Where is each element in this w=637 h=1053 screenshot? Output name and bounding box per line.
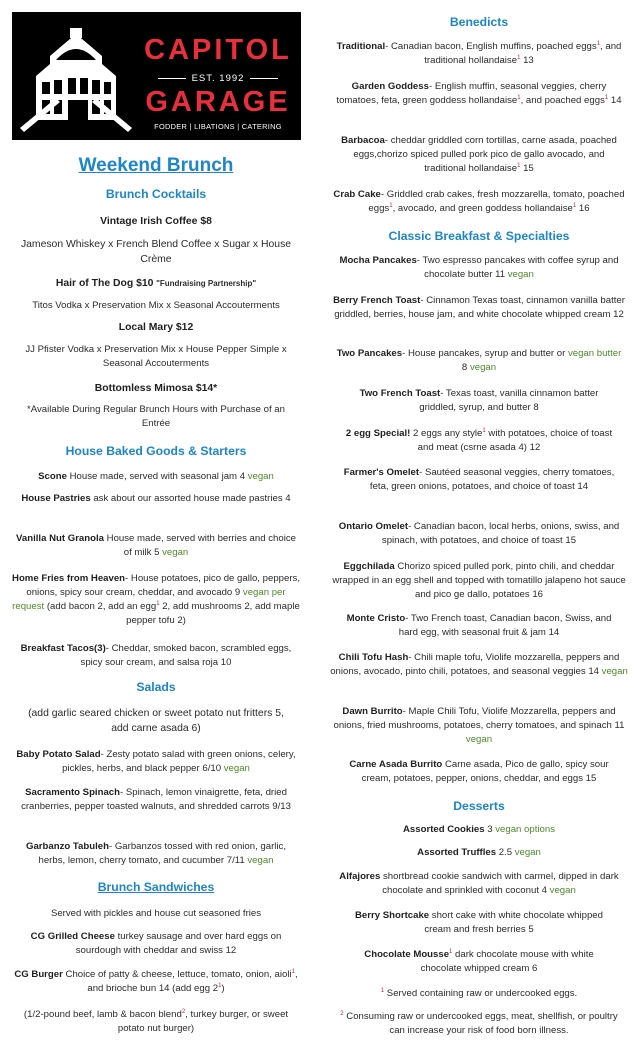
item-desc: House made, served with seasonal jam 4 — [66, 471, 248, 482]
item-desc: , and poached eggs — [520, 94, 605, 106]
item-desc: 16 — [576, 202, 590, 214]
footnote-marker: 2 — [181, 1008, 186, 1015]
item-desc-tail: with potatoes, choice of toast and meat (csrne asada 4) 12 — [417, 428, 613, 453]
menu-item — [10, 786, 302, 814]
item-desc: - Canadian bacon, local herbs, onions, swiss, and spinach, with potatoes, and choice of toast 15 — [381, 521, 620, 546]
menu-item — [330, 188, 628, 216]
item-name: Farmer's Omelet — [343, 467, 420, 478]
item-name: CG Burger — [14, 969, 63, 980]
menu-item — [330, 846, 628, 860]
footnote-marker: 1 — [596, 40, 601, 47]
sandwiches-footer-block — [10, 1008, 302, 1036]
cocktail-desc-block — [10, 237, 302, 267]
menu-item — [330, 40, 628, 68]
footnote-1 — [330, 987, 628, 1001]
item-desc-tail: 8 — [461, 361, 470, 373]
item-name: Chocolate Mousse — [364, 949, 450, 960]
item-name: Assorted Truffles — [417, 847, 497, 858]
classic-section — [330, 228, 628, 246]
item-desc: - House pancakes, syrup and butter or — [402, 348, 568, 359]
item-name: Dawn Burrito — [342, 706, 403, 717]
menu-item — [330, 387, 628, 415]
cocktail-note: "Fundraising Partnership" — [156, 279, 257, 288]
item-name: Garden Goddess — [351, 81, 429, 92]
vegan-label: vegan butter — [567, 348, 622, 359]
menu-item — [330, 870, 628, 898]
item-desc: 13 — [520, 54, 534, 66]
item-desc: - Maple Chili Tofu, Violife Mozzarella, peppers and onions, fried mushrooms, potatoes, cherry tomatoes, and spinach 11 — [333, 706, 625, 731]
footnote-2 — [330, 1010, 628, 1038]
item-desc: 14 — [608, 94, 622, 106]
salads-section — [10, 679, 302, 697]
item-name: Home Fries from Heaven — [12, 573, 126, 584]
vegan-label: vegan — [469, 361, 497, 373]
footnote-text: Consuming raw or undercooked eggs, meat, shellfish, or poultry can increase your risk of food born illness. — [343, 1011, 618, 1036]
vegan-label: vegan — [223, 762, 250, 774]
section-heading-salads: Salads — [136, 680, 176, 694]
item-name: Garbanzo Tabuleh — [25, 841, 109, 852]
footnote-marker: 1 — [218, 982, 222, 989]
cocktail-name: Vintage Irish Coffee $8 — [100, 216, 212, 227]
item-desc: - English muffin, seasonal veggies, cherry tomatoes, feta, green goddess hollandaise — [336, 81, 607, 106]
cocktail-desc: Jameson Whiskey x French Blend Coffee x Sugar x House Crème — [20, 239, 292, 266]
item-desc: shortbread cookie sandwich with carmel, dipped in dark chocolate and sprinkled with coconut 4 — [380, 871, 619, 896]
menu-item — [330, 948, 628, 976]
item-desc: House made, served with berries and choice of milk 5 — [103, 533, 296, 558]
item-desc: - House potatoes, pico de gallo, peppers, onions, spicy sour cream, cheddar, and avocado 9 — [26, 573, 300, 598]
item-name: Barbacoa — [341, 135, 385, 146]
section-heading-desserts: Desserts — [453, 799, 505, 813]
cocktail-desc: Titos Vodka x Preservation Mix x Seasonal Accouterments — [32, 300, 280, 311]
logo-tagline: FODDER | LIBATIONS | CATERING — [154, 122, 282, 131]
section-heading-classic: Classic Breakfast & Specialties — [388, 229, 570, 243]
cocktail-desc-block — [10, 299, 302, 313]
item-name: Berry French Toast — [333, 295, 421, 306]
footnote-marker: 1 — [517, 162, 521, 169]
item-desc: Chorizo spiced pulled pork, pinto chili, and cheddar wrapped in an egg shell and topped with tomatillo jalapeno hot sauce and pico ge dallo, potatoes 16 — [332, 561, 626, 600]
item-desc: - Garbanzos tossed with red onion, garlic, herbs, lemon, cherry tomato, and cucumber 7/11 — [38, 841, 287, 866]
item-desc: , avocado, and green goddess hollandaise — [392, 202, 573, 214]
menu-item — [330, 758, 628, 786]
menu-item — [330, 560, 628, 602]
item-name: Traditional — [336, 41, 386, 52]
item-desc: turkey sausage and over hard eggs on sourdough with cheddar and swiss 12 — [75, 931, 282, 956]
cocktail-item — [10, 381, 302, 396]
menu-item — [330, 651, 628, 679]
item-name: Two French Toast — [359, 388, 441, 399]
vegan-label: vegan — [162, 546, 189, 558]
item-name: Berry Shortcake — [355, 910, 430, 921]
footnote-marker: 1 — [449, 948, 453, 955]
footnote-marker: 1 — [156, 600, 160, 607]
vegan-label: vegan — [247, 471, 274, 482]
item-desc: - Zesty potato salad with green onions, celery, pickles, herbs, and black pepper 6/10 — [62, 749, 296, 774]
item-desc: Choice of patty & cheese, lettuce, tomato, onion, aioli — [62, 969, 292, 980]
sandwiches-intro-block — [10, 907, 302, 921]
menu-item — [10, 840, 302, 868]
item-name: Breakfast Tacos(3) — [20, 643, 106, 654]
item-desc: - cheddar griddled corn tortillas, carne asada, poached eggs,chorizo spiced pulled pork pico de gallo avocado, and traditional hollandaise — [353, 135, 617, 174]
sandwiches-intro: Served with pickles and house cut seasoned fries — [50, 908, 262, 919]
item-desc: - Two espresso pancakes with coffee syrup and chocolate butter 11 — [416, 255, 619, 280]
menu-item — [10, 532, 302, 560]
sandwiches-section — [10, 879, 302, 897]
cocktails-section — [10, 186, 302, 204]
section-heading-benedicts: Benedicts — [449, 15, 509, 29]
section-heading-starters: House Baked Goods & Starters — [65, 444, 247, 458]
cocktail-desc: JJ Pfister Vodka x Preservation Mix x House Pepper Simple x Seasonal Accouterments — [25, 344, 287, 369]
item-name: 2 egg Special! — [345, 428, 411, 439]
item-desc: 3 — [484, 824, 496, 835]
vegan-label: vegan per request — [12, 586, 286, 612]
cocktail-name: Bottomless Mimosa $14* — [94, 383, 218, 394]
menu-item — [330, 520, 628, 548]
vegan-label: vegan — [247, 854, 274, 866]
footnote-marker: 1 — [517, 54, 521, 61]
menu-item — [10, 572, 302, 628]
vegan-label: vegan — [514, 847, 541, 858]
sandwiches-footer: , turkey burger, or sweet potato nut burger) — [117, 1009, 289, 1034]
menu-item — [330, 705, 628, 747]
item-desc: 15 — [520, 162, 534, 174]
salads-intro: (add garlic seared chicken or sweet potato nut fritters 5, add carne asada 6) — [28, 708, 284, 735]
cocktail-name: Hair of The Dog $10 — [55, 278, 154, 289]
menu-item — [330, 427, 628, 455]
cocktail-desc: *Available During Regular Brunch Hours with Purchase of an Entrée — [27, 404, 285, 429]
section-heading-cocktails: Brunch Cocktails — [105, 187, 207, 201]
footnote-marker: 1 — [517, 94, 521, 101]
vegan-label: vegan — [507, 268, 534, 280]
item-name: Mocha Pancakes — [339, 255, 417, 266]
item-name: Ontario Omelet — [338, 521, 409, 532]
cocktail-desc-block — [10, 343, 302, 371]
benedicts-section — [330, 14, 628, 32]
item-desc: Carne asada, Pico de gallo, spicy sour cream, potatoes, pepper, onions, cheddar, and eggs 15 — [361, 759, 609, 784]
menu-item — [330, 466, 628, 494]
cocktail-item — [10, 320, 302, 335]
building-illustration-icon — [16, 16, 136, 136]
footnote-marker: 1 — [604, 94, 609, 101]
item-desc: 2 eggs any style — [410, 428, 483, 439]
footnote-marker: 1 — [482, 427, 486, 434]
item-desc: ask about our assorted house made pastries 4 — [90, 493, 291, 504]
page-title: Weekend Brunch — [78, 155, 234, 176]
item-desc: - Cinnamon Texas toast, cinnamon vanilla batter griddled, berries, house jam, and white chocolate whipped cream 12 — [334, 295, 625, 320]
item-desc: - Cheddar, smoked bacon, scrambled eggs, spicy sour cream, and salsa roja 10 — [80, 643, 292, 668]
item-desc: - Sautéed seasonal veggies, cherry tomatoes, feta, green onions, potatoes, and choice of toast 14 — [369, 467, 615, 492]
item-desc-tail: (add bacon 2, add an egg — [44, 600, 157, 612]
item-desc: - Spinach, lemon vinaigrette, feta, dried cranberries, pepper toasted walnuts, and shredded carrots 9/13 — [21, 787, 291, 812]
item-desc: - Griddled crab cakes, fresh mozzarella, tomato, poached eggs — [368, 189, 625, 214]
vegan-label: vegan — [601, 665, 628, 677]
item-desc-tail: ) — [221, 982, 225, 994]
footnote-marker: 1 — [380, 987, 385, 994]
footnote-text: Served containing raw or undercooked eggs. — [384, 988, 578, 999]
item-name: Assorted Cookies — [403, 824, 485, 835]
item-desc: short cake with white chocolate whipped cream and fresh berries 5 — [424, 910, 603, 935]
item-name: Monte Cristo — [346, 613, 406, 624]
menu-item — [10, 492, 302, 506]
cocktail-item — [10, 214, 302, 229]
item-desc: - Chili maple tofu, Violife mozzarella, peppers and onions, avocado, pinto chili, potatoes, and seasonal veggies 14 — [330, 652, 620, 677]
cocktail-desc-block — [10, 403, 302, 431]
item-name: Crab Cake — [333, 189, 381, 200]
menu-item — [10, 470, 302, 484]
footnote-marker: 1 — [389, 202, 393, 209]
item-name: Two Pancakes — [336, 348, 403, 359]
menu-item — [330, 80, 628, 108]
item-desc-tail: 2, add mushrooms 2, add maple pepper tofu 2) — [126, 600, 300, 626]
menu-item — [330, 909, 628, 937]
desserts-section — [330, 798, 628, 816]
cocktail-item — [10, 276, 302, 291]
item-name: Baby Potato Salad — [16, 749, 101, 760]
item-name: CG Grilled Cheese — [30, 931, 115, 942]
item-desc: , and traditional hollandaise — [424, 41, 622, 66]
item-name: House Pastries — [21, 493, 91, 504]
footnote-marker: 2 — [340, 1010, 344, 1017]
capitol-garage-logo — [12, 12, 301, 140]
item-name: Vanilla Nut Granola — [16, 533, 104, 544]
logo-established: EST. 1992 — [138, 72, 298, 86]
item-desc: - Two French toast, Canadian bacon, Swiss, and hard egg, with seasonal fruit & jam 14 — [398, 613, 612, 638]
item-desc: dark chocolate mouse with white chocolate whipped cream 6 — [420, 949, 594, 974]
item-name: Carne Asada Burrito — [349, 759, 443, 770]
item-name: Sacramento Spinach — [25, 787, 120, 798]
item-name: Scone — [38, 471, 67, 482]
vegan-label: vegan options — [495, 824, 555, 835]
menu-item — [10, 930, 302, 958]
menu-item — [10, 968, 302, 996]
logo-word-capitol: CAPITOL — [144, 34, 292, 66]
starters-section — [10, 443, 302, 461]
menu-item — [330, 294, 628, 322]
item-desc: - Canadian bacon, English muffins, poached eggs — [385, 41, 597, 52]
menu-item — [330, 347, 628, 375]
menu-item — [330, 612, 628, 640]
cocktail-name: Local Mary $12 — [118, 322, 194, 333]
item-name: Chili Tofu Hash — [338, 652, 409, 663]
vegan-label: vegan — [549, 884, 576, 896]
menu-item — [330, 254, 628, 282]
item-desc: - Texas toast, vanilla cinnamon batter griddled, syrup, and butter 8 — [419, 388, 599, 413]
footnote-marker: 1 — [572, 202, 577, 209]
logo-word-garage: GARAGE — [145, 86, 291, 118]
item-name: Alfajores — [339, 871, 381, 882]
salads-intro-block — [10, 706, 302, 736]
menu-item — [10, 748, 302, 776]
menu-item — [10, 642, 302, 670]
item-desc: 2.5 — [496, 847, 515, 858]
item-desc-tail: , and brioche bun 14 (add egg 2 — [87, 969, 298, 994]
section-heading-sandwiches: Brunch Sandwiches — [97, 880, 215, 894]
sandwiches-footer: (1/2-pound beef, lamb & bacon blend — [23, 1009, 182, 1020]
menu-item — [330, 134, 628, 176]
footnote-marker: 1 — [291, 968, 295, 975]
menu-item — [330, 823, 628, 837]
item-name: Eggchilada — [343, 561, 395, 572]
vegan-label: vegan — [465, 733, 493, 745]
